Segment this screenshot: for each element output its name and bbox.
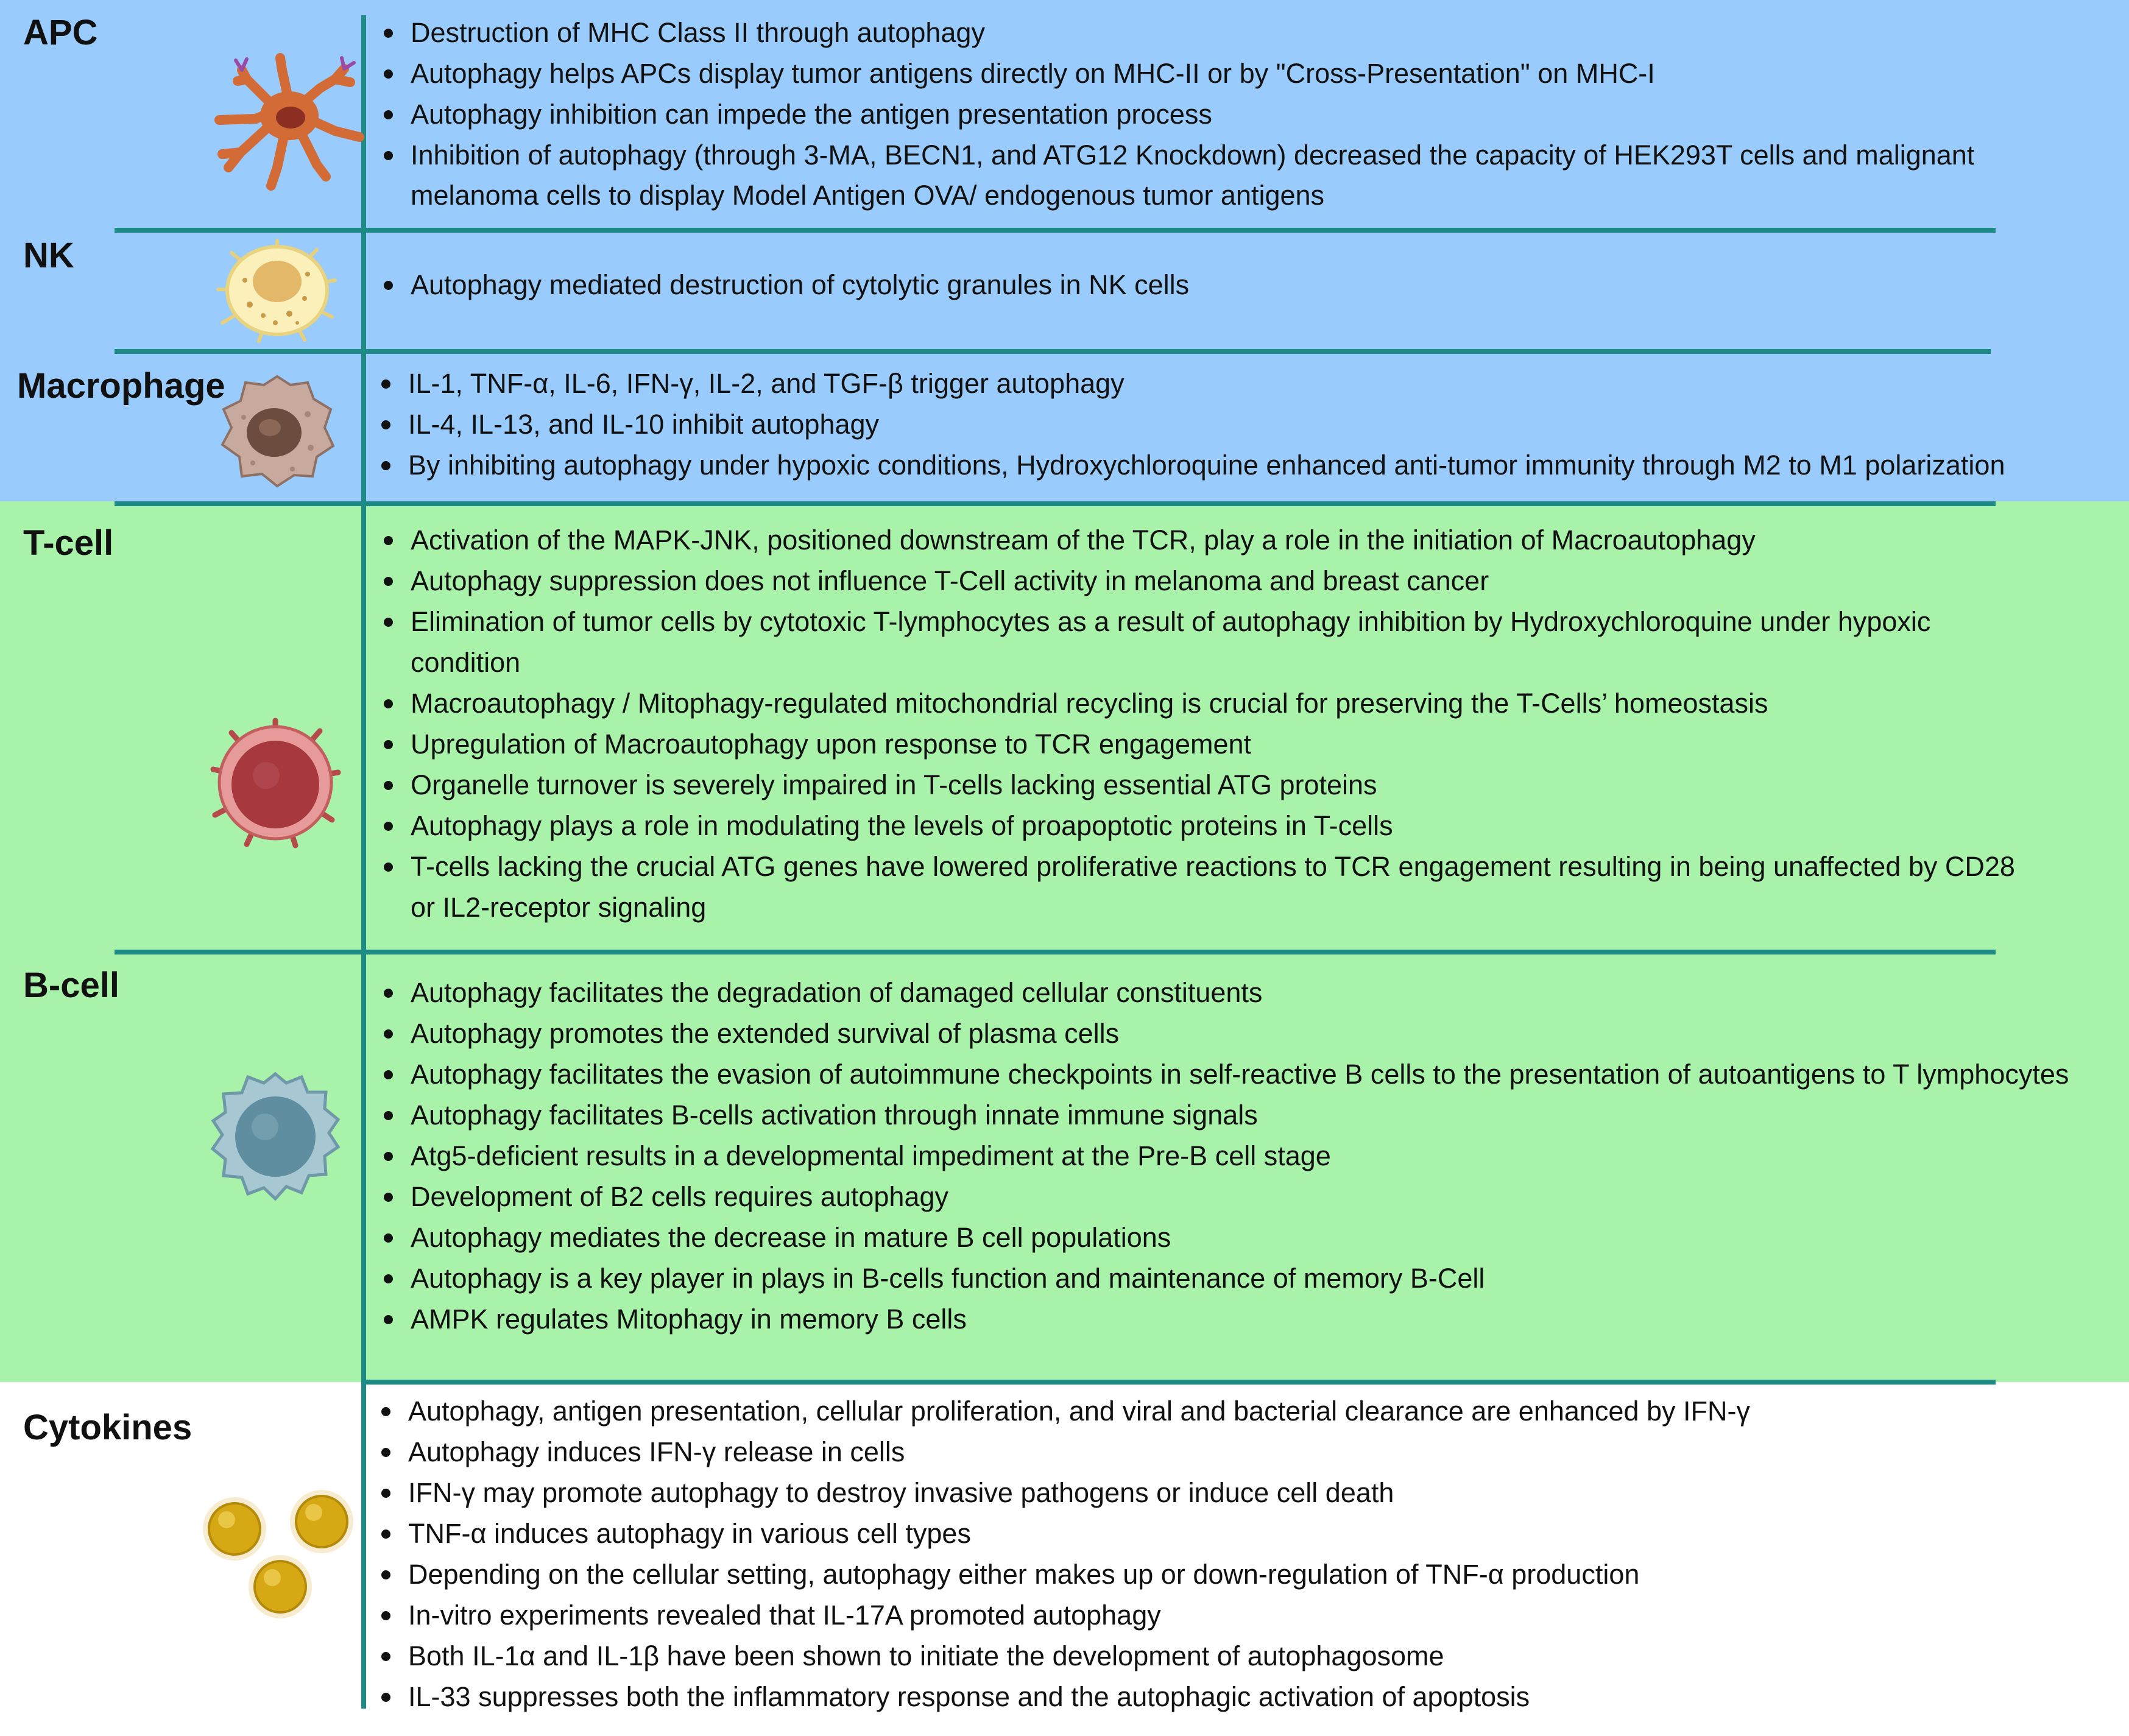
list-item: Macroautophagy / Mitophagy-regulated mitochondrial recycling is crucial for preserving the T-Cells’ homeostasis: [381, 683, 2015, 724]
section-title-nk: NK: [23, 236, 74, 275]
cytokine-spheres-icon: [201, 1486, 359, 1626]
list-item: Atg5-deficient results in a developmental impediment at the Pre-B cell stage: [381, 1135, 2069, 1176]
list-item: IL-33 suppresses both the inflammatory response and the autophagic activation of apoptosis: [379, 1676, 1750, 1717]
apc-bullet-list: [381, 12, 1974, 175]
list-item: Development of B2 cells requires autophagy: [381, 1176, 2069, 1217]
list-item: Autophagy suppression does not influence T-Cell activity in melanoma and breast cancer: [381, 560, 1930, 601]
bcell-bullet-list: [381, 972, 2069, 1339]
list-item: Autophagy facilitates B-cells activation through innate immune signals: [381, 1095, 2069, 1135]
list-item: Autophagy facilitates the degradation of damaged cellular constituents: [381, 972, 2069, 1013]
macrophage-icon: [216, 372, 338, 490]
divider-tcell-bcell: [115, 950, 1996, 954]
section-title-macrophage: Macrophage: [17, 366, 225, 406]
list-item: Activation of the MAPK-JNK, positioned downstream of the TCR, play a role in the initiation of Macroautophagy: [381, 520, 1930, 560]
list-item: Autophagy inhibition can impede the antigen presentation process: [381, 94, 1974, 135]
list-item: Autophagy mediated destruction of cytolytic granules in NK cells: [381, 264, 1189, 305]
list-item: Both IL-1α and IL-1β have been shown to initiate the development of autophagosome: [379, 1635, 1750, 1676]
list-item: Autophagy mediates the decrease in mature B cell populations: [381, 1217, 2069, 1258]
list-item: Organelle turnover is severely impaired in T-cells lacking essential ATG proteins: [381, 764, 2015, 805]
apc-continuation-line: melanoma cells to display Model Antigen OVA/ endogenous tumor antigens: [411, 180, 1325, 211]
vertical-divider: [361, 15, 366, 1709]
section-title-apc: APC: [23, 13, 98, 52]
tcell-continuation-line-1: condition: [411, 647, 521, 678]
nk-bullet-list: [381, 264, 1189, 305]
list-item: Elimination of tumor cells by cytotoxic T-lymphocytes as a result of autophagy inhibition by Hydroxychloroquine under hypoxic: [381, 601, 1930, 642]
list-item: Depending on the cellular setting, autophagy either makes up or down-regulation of TNF-α production: [379, 1554, 1750, 1595]
list-item: T-cells lacking the crucial ATG genes have lowered proliferative reactions to TCR engagement resulting in being unaffected by CD28: [381, 846, 2015, 887]
section-title-tcell: T-cell: [23, 523, 114, 563]
list-item: Upregulation of Macroautophagy upon response to TCR engagement: [381, 724, 2015, 764]
list-item: Autophagy promotes the extended survival of plasma cells: [381, 1013, 2069, 1054]
list-item: Autophagy facilitates the evasion of autoimmune checkpoints in self-reactive B cells to the presentation of autoantigens to T lymphocytes: [381, 1054, 2069, 1095]
cytokines-bullet-list: [379, 1391, 1750, 1717]
list-item: Autophagy plays a role in modulating the levels of proapoptotic proteins in T-cells: [381, 805, 2015, 846]
section-title-cytokines: Cytokines: [23, 1408, 192, 1447]
list-item: By inhibiting autophagy under hypoxic conditions, Hydroxychloroquine enhanced anti-tumor immunity through M2 to M1 polarization: [379, 445, 2005, 485]
list-item: IL-4, IL-13, and IL-10 inhibit autophagy: [379, 404, 2005, 445]
list-item: Autophagy helps APCs display tumor antigens directly on MHC-II or by "Cross-Presentation" on MHC-I: [381, 53, 1974, 94]
list-item: Autophagy is a key player in plays in B-cells function and maintenance of memory B-Cell: [381, 1258, 2069, 1299]
list-item: Autophagy, antigen presentation, cellular proliferation, and viral and bacterial clearance are enhanced by IFN-γ: [379, 1391, 1750, 1431]
tcell-bullet-list-part1: [381, 520, 1930, 642]
list-item: IFN-γ may promote autophagy to destroy invasive pathogens or induce cell death: [379, 1472, 1750, 1513]
tcell-bullet-list-part2: [381, 683, 2015, 887]
list-item: TNF-α induces autophagy in various cell types: [379, 1513, 1750, 1554]
list-item: Destruction of MHC Class II through autophagy: [381, 12, 1974, 53]
list-item: IL-1, TNF-α, IL-6, IFN-γ, IL-2, and TGF-β trigger autophagy: [379, 363, 2005, 404]
section-title-bcell: B-cell: [23, 965, 119, 1005]
b-cell-icon: [210, 1071, 341, 1202]
list-item: AMPK regulates Mitophagy in memory B cells: [381, 1299, 2069, 1339]
divider-nk-macrophage: [115, 349, 1991, 354]
macrophage-bullet-list: [379, 363, 2005, 485]
nk-cell-icon: [213, 238, 341, 344]
list-item: In-vitro experiments revealed that IL-17A promoted autophagy: [379, 1595, 1750, 1635]
tcell-continuation-line-2: or IL2-receptor signaling: [411, 892, 707, 923]
divider-bcell-cytokines: [361, 1380, 1996, 1385]
divider-apc-nk: [115, 228, 1996, 233]
list-item: Autophagy induces IFN-γ release in cells: [379, 1431, 1750, 1472]
dendritic-cell-icon: [204, 52, 365, 192]
divider-macrophage-tcell: [115, 501, 1996, 506]
list-item: Inhibition of autophagy (through 3-MA, BECN1, and ATG12 Knockdown) decreased the capacity of HEK293T cells and malignant: [381, 135, 1974, 175]
t-cell-icon: [210, 718, 341, 849]
